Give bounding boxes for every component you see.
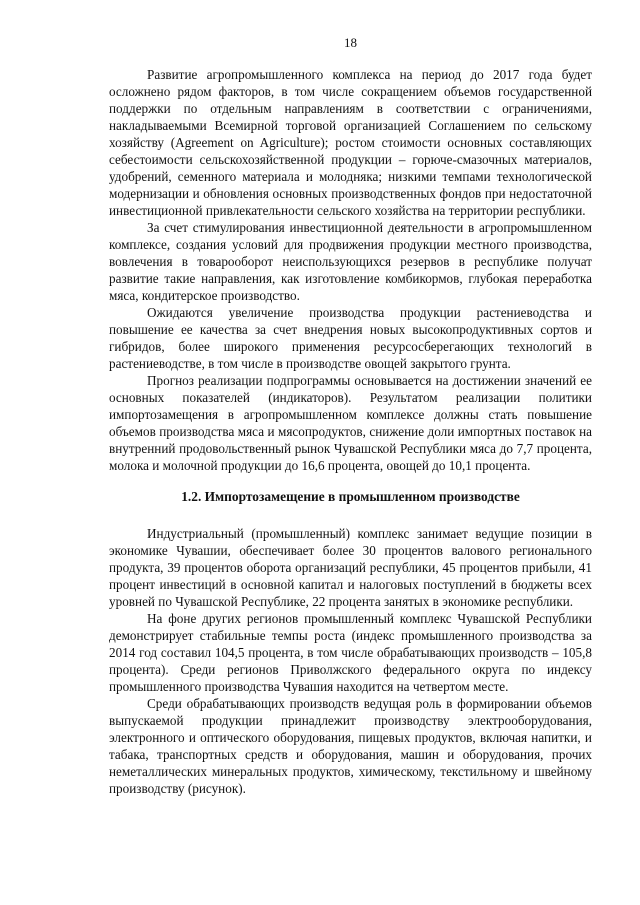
paragraph: На фоне других регионов промышленный комплекс Чувашской Республики демонстрирует стабильные темпы роста (индекс промышленного производства за 2014 год составил 104,5 процента, в том числе обрабатывающих производств – 105,8 процента). Среди регионов Приволжского федерального округа по индексу промышленного производства Чувашия находится на четвертом месте. — [109, 611, 592, 694]
section-agro — [109, 66, 592, 474]
paragraph: Прогноз реализации подпрограммы основывается на достижении значений ее основных показателей (индикаторов). Результатом реализации политики импортозамещения в агропромышленном комплексе должны стать повышение объемов производства мяса и мясопродуктов, снижение доли импортных поставок на внутренний продовольственный рынок Чувашской Республики мяса до 7,7 процента, молока и молочной продукции до 16,6 процента, овощей до 10,1 процента. — [109, 373, 592, 473]
paragraph: Индустриальный (промышленный) комплекс занимает ведущие позиции в экономике Чувашии, обеспечивает более 30 процентов валового регионального продукта, 39 процентов оборота организаций республики, 45 процентов прибыли, 41 процент инвестиций в основной капитал и налоговых поступлений в бюджеты всех уровней по Чувашской Республике, 22 процента занятых в экономике республики. — [109, 526, 592, 609]
paragraph: Развитие агропромышленного комплекса на период до 2017 года будет осложнено рядом факторов, в том числе сокращением объемов государственной поддержки по отдельным направлениям в соответствии с ограничениями, накладываемыми Всемирной торговой организацией Соглашением по сельскому хозяйству (Agreement on Agriculture); ростом стоимости основных составляющих себестоимости сельскохозяйственной продукции – горюче-смазочных материалов, удобрений, семенного материала и молодняка; низкими темпами технологической модернизации и обновления основных производственных фондов при недостаточной инвестиционной привлекательности сельского хозяйства на территории республики. — [109, 67, 592, 218]
section-industry — [109, 525, 592, 797]
paragraph: Среди обрабатывающих производств ведущая роль в формировании объемов выпускаемой продукции принадлежит производству электрооборудования, электронного и оптического оборудования, пищевых продуктов, включая напитки, и табака, транспортных средств и оборудования, машин и оборудования, прочих неметаллических минеральных продуктов, химическому, текстильному и швейному производству (рисунок). — [109, 696, 592, 796]
paragraph: За счет стимулирования инвестиционной деятельности в агропромышленном комплексе, создания условий для продвижения продукции местного производства, вовлечения в товарооборот неиспользующихся резервов в республике получат развитие такие направления, как изготовление комбикормов, глубокая переработка мяса, кондитерское производство. — [109, 220, 592, 303]
paragraph: Ожидаются увеличение производства продукции растениеводства и повышение ее качества за счет внедрения новых высокопродуктивных сортов и гибридов, более широкого применения ресурсосберегающих технологий в растениеводстве, в том числе в производстве овощей закрытого грунта. — [109, 305, 592, 371]
page-number: 18 — [344, 35, 357, 50]
section-heading: 1.2. Импортозамещение в промышленном производстве — [181, 489, 520, 504]
